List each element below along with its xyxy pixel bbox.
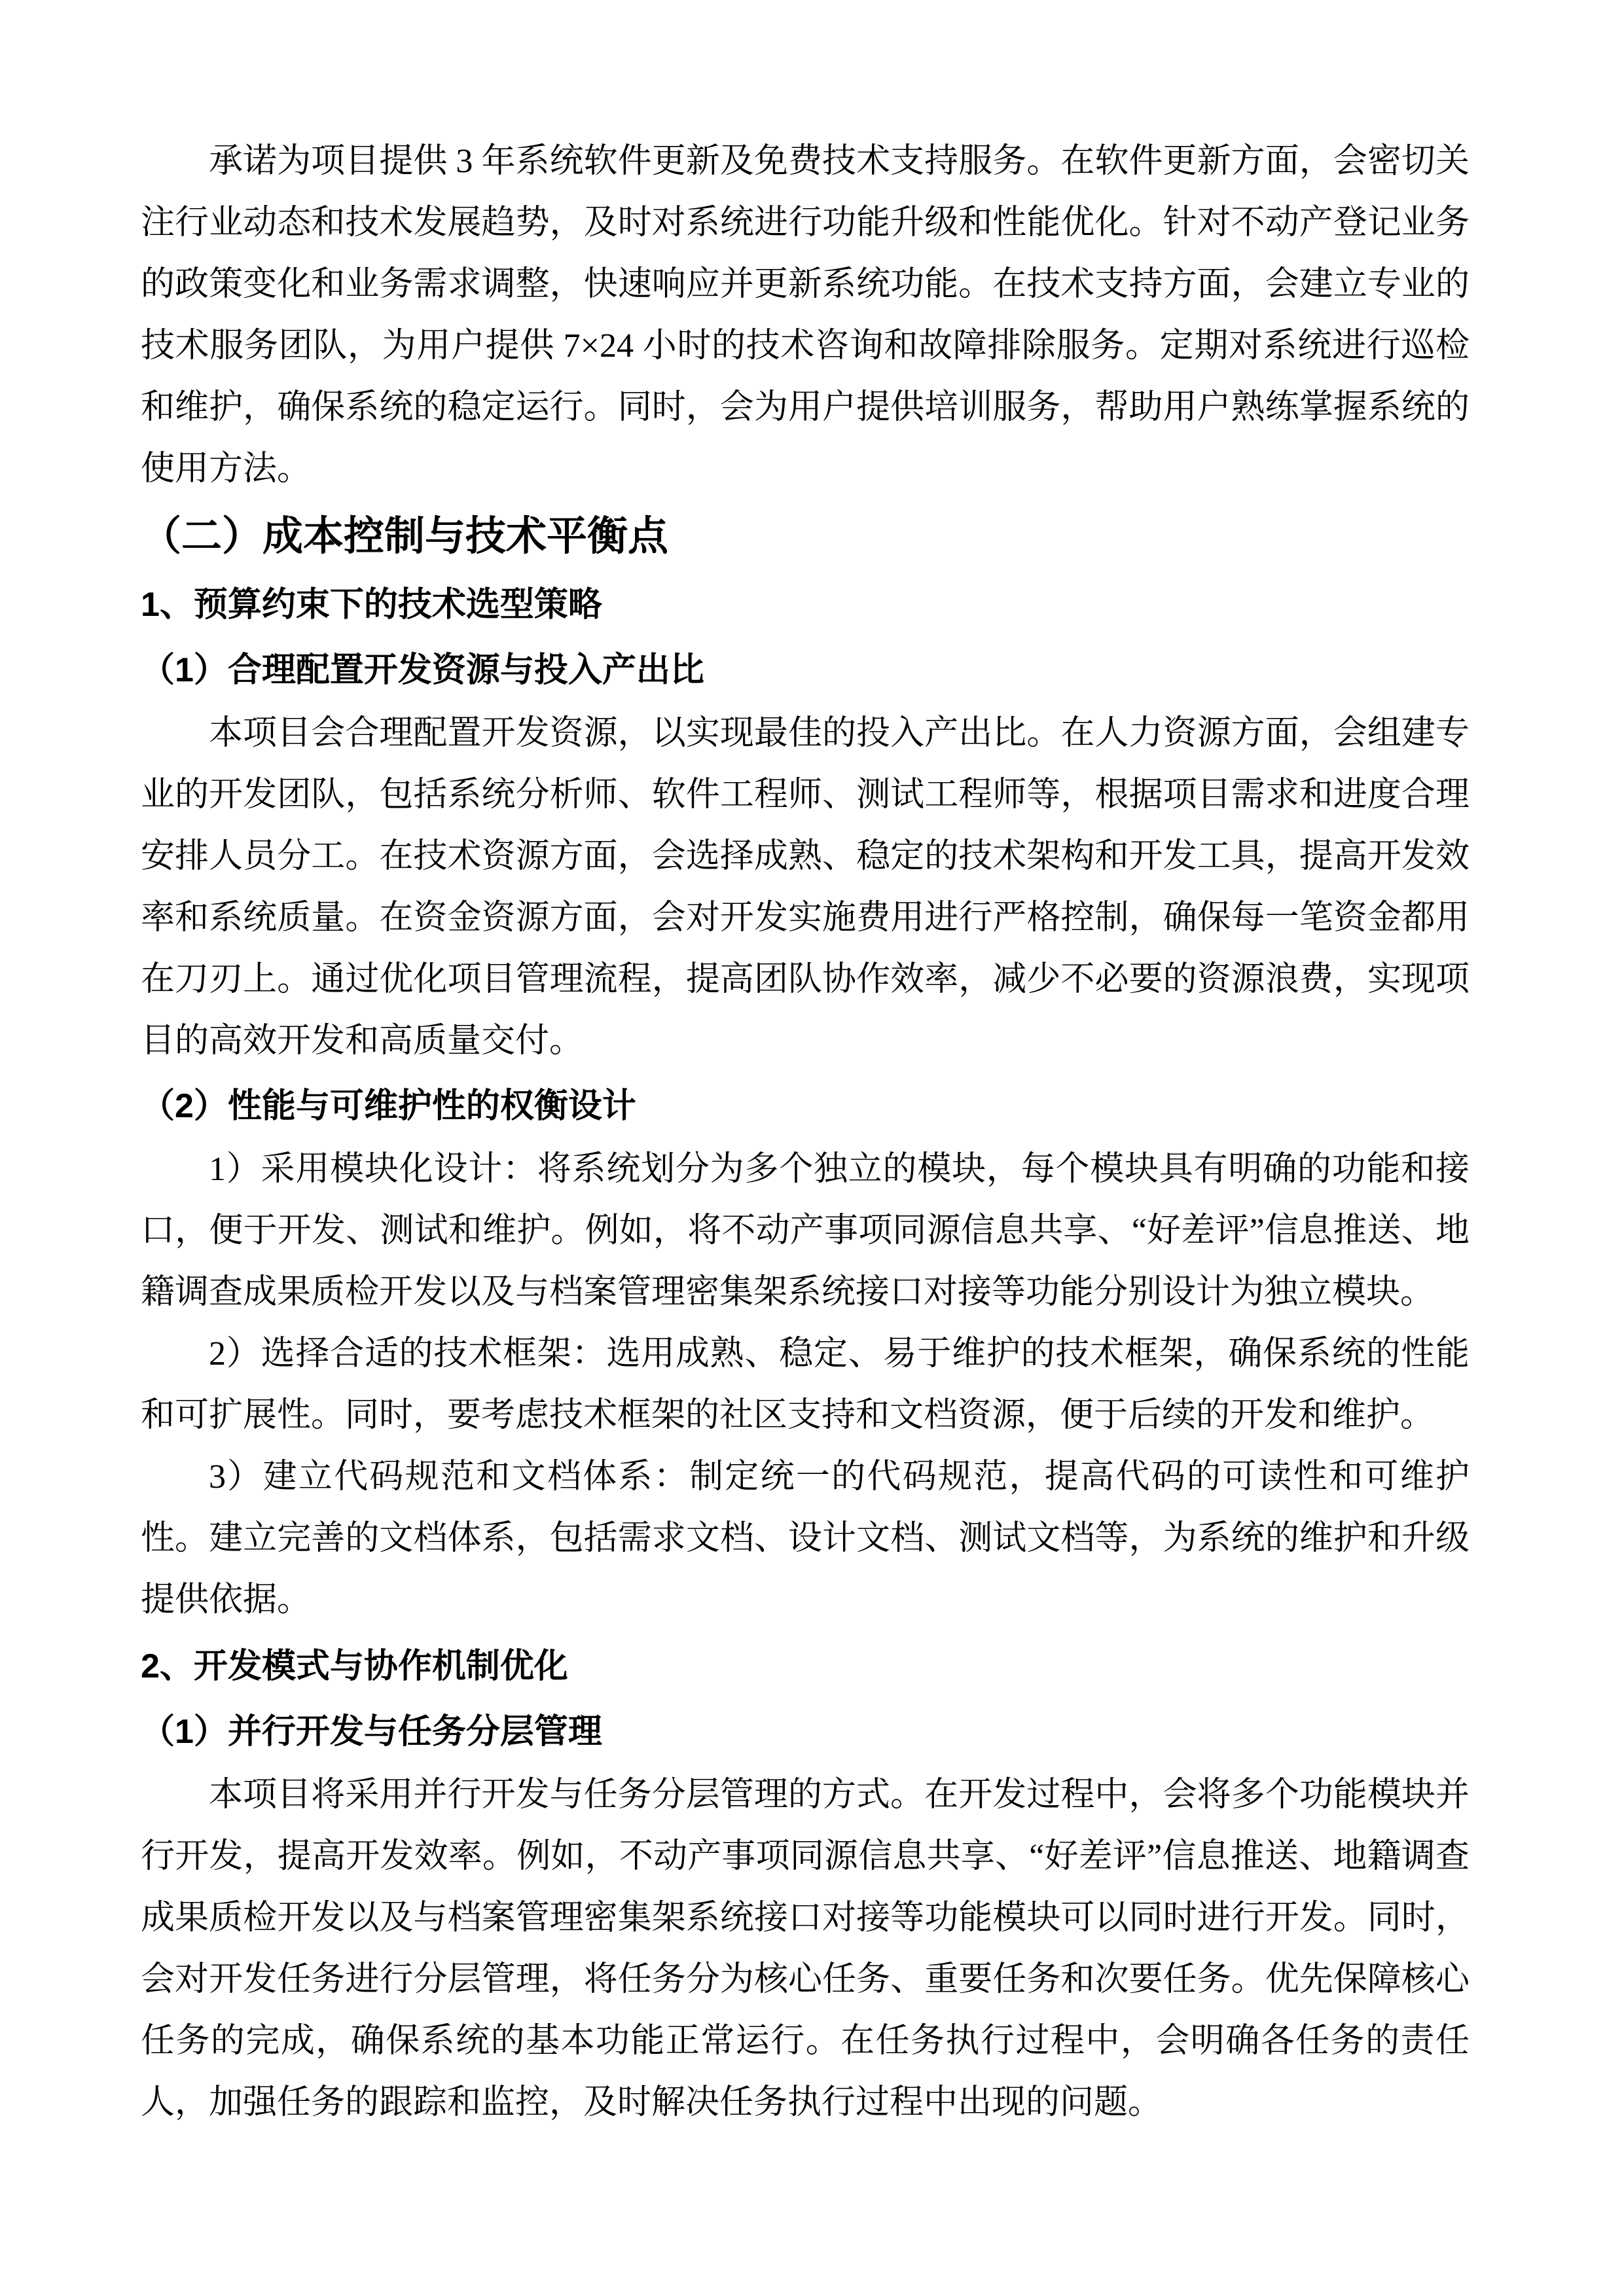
list-item-modular-design: 1）采用模块化设计：将系统划分为多个独立的模块，每个模块具有明确的功能和接口，便于开发、测试和维护。例如，将不动产事项同源信息共享、“好差评”信息推送、地籍调查成果质检开发以及与档案管理密集架系统接口对接等功能分别设计为独立模块。 [141, 1151, 1470, 1311]
heading-parallel-dev: （1）并行开发与任务分层管理 [141, 1713, 602, 1751]
list-item-code-standards: 3）建立代码规范和文档体系：制定统一的代码规范，提高代码的可读性和可维护性。建立完善的文档体系，包括需求文档、设计文档、测试文档等，为系统的维护和升级提供依据。 [141, 1458, 1470, 1619]
paragraph-resource-allocation: 本项目会合理配置开发资源，以实现最佳的投入产出比。在人力资源方面，会组建专业的开发团队，包括系统分析师、软件工程师、测试工程师等，根据项目需求和进度合理安排人员分工。在技术资源方面，会选择成熟、稳定的技术架构和开发工具，提高开发效率和系统质量。在资金资源方面，会对开发实施费用进行严格控制，确保每一笔资金都用在刀刃上。通过优化项目管理流程，提高团队协作效率，减少不必要的资源浪费，实现项目的高效开发和高质量交付。 [141, 715, 1470, 1060]
heading-budget-strategy: 1、预算约束下的技术选型策略 [141, 586, 602, 624]
document-body [141, 131, 1470, 2134]
paragraph-parallel-dev: 本项目将采用并行开发与任务分层管理的方式。在开发过程中，会将多个功能模块并行开发，提高开发效率。例如，不动产事项同源信息共享、“好差评”信息推送、地籍调查成果质检开发以及与档案管理密集架系统接口对接等功能模块可以同时进行开发。同时，会对开发任务进行分层管理，将任务分为核心任务、重要任务和次要任务。优先保障核心任务的完成，确保系统的基本功能正常运行。在任务执行过程中，会明确各任务的责任人，加强任务的跟踪和监控，及时解决任务执行过程中出现的问题。 [141, 1776, 1470, 2121]
heading-resource-allocation: （1）合理配置开发资源与投入产出比 [141, 651, 704, 689]
heading-dev-mode-collaboration: 2、开发模式与协作机制优化 [141, 1647, 568, 1685]
heading-performance-maintainability: （2）性能与可维护性的权衡设计 [141, 1087, 636, 1125]
paragraph-service-commitment: 承诺为项目提供 3 年系统软件更新及免费技术支持服务。在软件更新方面，会密切关注行业动态和技术发展趋势，及时对系统进行功能升级和性能优化。针对不动产登记业务的政策变化和业务需求调整，快速响应并更新系统功能。在技术支持方面，会建立专业的技术服务团队，为用户提供 7×24 小时的技术咨询和故障排除服务。定期对系统进行巡检和维护，确保系统的稳定运行。同时，会为用户提供培训服务，帮助用户熟练掌握系统的使用方法。 [141, 143, 1470, 488]
list-item-tech-framework: 2）选择合适的技术框架：选用成熟、稳定、易于维护的技术框架，确保系统的性能和可扩展性。同时，要考虑技术框架的社区支持和文档资源，便于后续的开发和维护。 [141, 1335, 1470, 1434]
heading-cost-control: （二）成本控制与技术平衡点 [141, 514, 669, 559]
